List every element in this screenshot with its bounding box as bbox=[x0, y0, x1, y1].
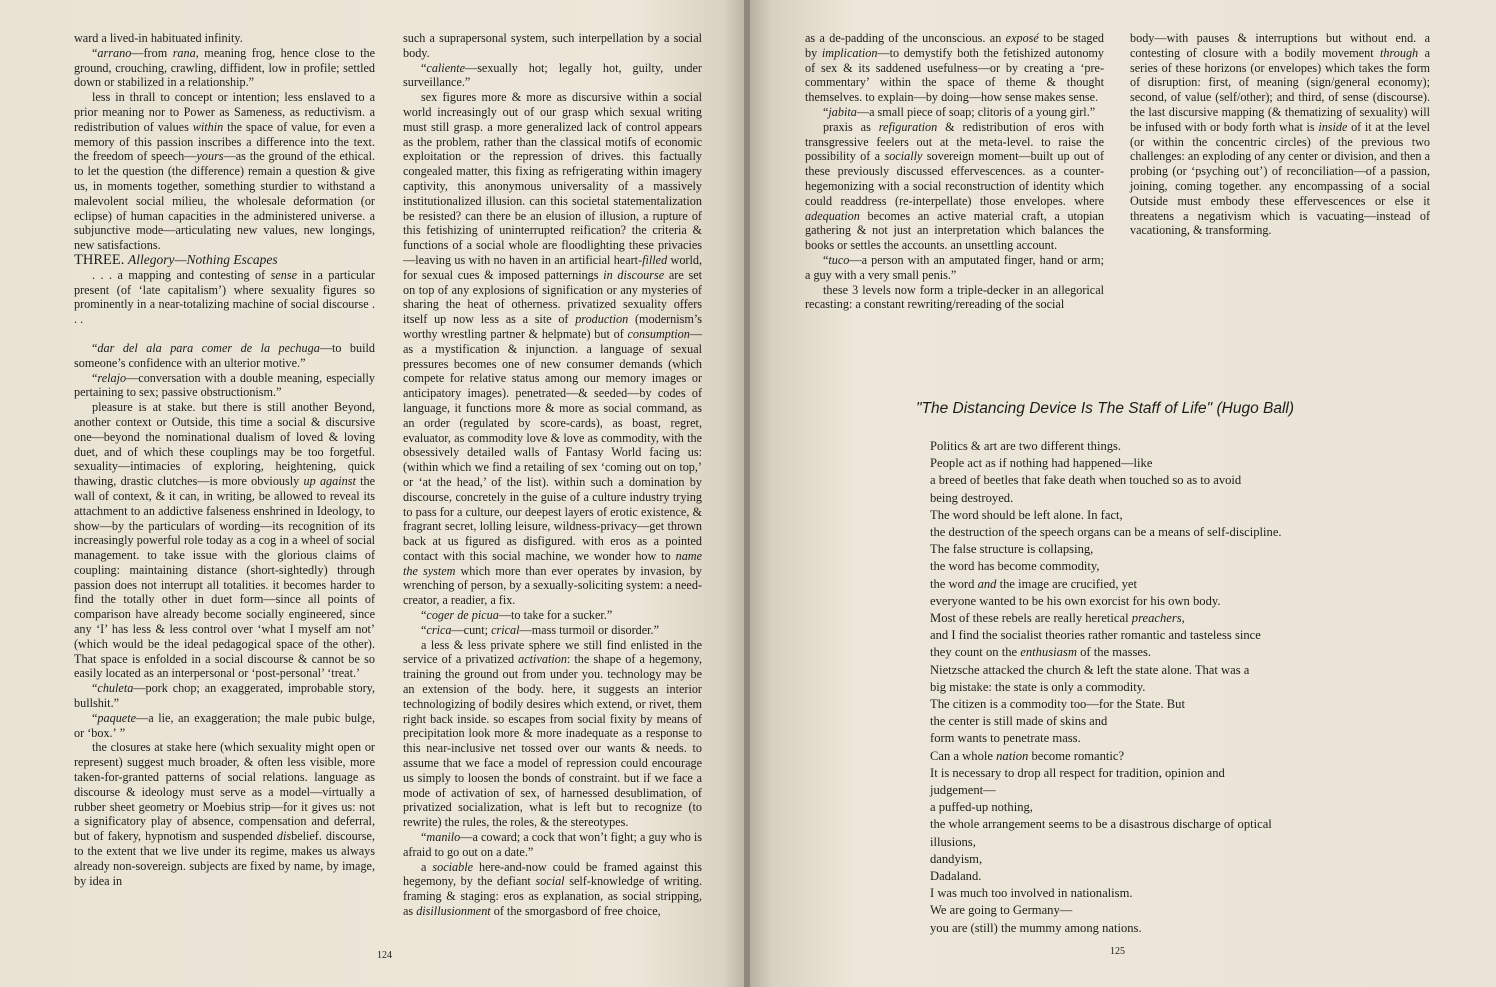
definition: “paquete—a lie, an exaggeration; the male pubic bulge, or ‘box.’ ” bbox=[74, 710, 375, 740]
poem-line: Most of these rebels are really heretical preachers, bbox=[930, 611, 1185, 626]
poem-title: "The Distancing Device Is The Staff of Life" (Hugo Ball) bbox=[916, 400, 1295, 417]
poem-line: form wants to penetrate mass. bbox=[930, 731, 1081, 746]
definition: “chuleta—pork chop; an exaggerated, improbable story, bullshit.” bbox=[74, 681, 375, 711]
poem-line: I was much too involved in nationalism. bbox=[930, 886, 1133, 901]
poem-line: being destroyed. bbox=[930, 490, 1014, 505]
poem-line: Nietzsche attacked the church & left the state alone. That was a bbox=[930, 662, 1250, 677]
paragraph: praxis as refiguration & redistribution of eros with transgressive feelers out at the meta-level. to raise the possibility of a socially sovereign moment—built up out of these previously discussed effervescences. as a counter-hegemonizing with a social reconstruction of identity which could readdress (re-interpellate) those envelopes. where adequation becomes an active material craft, a utopian gathering & not just an interpretation which balances the books or settles the accounts. an unsettling account. bbox=[805, 119, 1105, 253]
definition: “manilo—a coward; a cock that won’t fight; a guy who is afraid to go out on a date.” bbox=[403, 830, 702, 859]
paragraph: these 3 levels now form a triple-decker in an allegorical recasting: a constant rewriting/rereading of the social bbox=[805, 282, 1104, 312]
poem-line: The word should be left alone. In fact, bbox=[930, 507, 1123, 522]
right-page-column-2 bbox=[1130, 31, 1430, 238]
paragraph: . . . a mapping and contesting of sense in a particular present (of ‘late capitalism’) where sexuality figures so prominently in a near-totalizing machine of social discourse . . . bbox=[74, 267, 375, 327]
paragraph: a less & less private sphere we still find enlisted in the service of a privatized activation: the shape of a hegemony, training the ground out from under you. technology may be an extension of the body. here, it suggests an interior technologizing of bodily desires which extend, or rivet, them right back inside. so escapes from social fixity by means of precipitation look more & more inadequate as a response to this near-inclusive net tossed over our wants & needs. to assume that we face a model of repression could encourage us simply to loosen the bonds of constraint. but if we face a mode of activation of sex, of harnessed desublimation, of privatized socialization, what is left but to recognize (to rewrite) the rules, the roles, & the stereotypes. bbox=[403, 637, 702, 830]
left-page-column-2 bbox=[403, 31, 702, 919]
definition: “crica—cunt; crical—mass turmoil or disorder.” bbox=[421, 622, 659, 637]
paragraph: as a de-padding of the unconscious. an exposé to be staged by implication—to demystify both the fetishized autonomy of sex & its saddened usefulness—or by creating a ‘pre-commentary’ within the space of theme & thought themselves. to explain—by doing—how sense makes sense. bbox=[805, 31, 1105, 105]
poem-line: We are going to Germany— bbox=[930, 903, 1073, 918]
definition: “tuco—a person with an amputated finger, hand or arm; a guy with a very small penis.” bbox=[805, 252, 1104, 282]
right-page bbox=[750, 0, 1496, 987]
paragraph: pleasure is at stake. but there is still another Beyond, another context or Outside, this time a social & discursive one—beyond the nominational dualism of loved & loving duet, and of which these couplings may be too forgetful. sexuality—intimacies of exploring, heightening, quick thawing, drastic clutches—is more obviously up against the wall of context, & it can, in writing, be allowed to reveal its attachment to an addictive falseness enshrined in Ideology, to show—by the particulars of wording—its recognition of its increasingly powerful role today as a cog in a wheel of social management. to take issue with the glorious claims of coupling: maintaining distance (short-sightedly) through passion does not interrupt all totalities. it becomes harder to find the totally other in duet form—since all points of comparison have already become socially engineered, since any ‘I’ has less & less control over ‘what I myself am not’ (which would be the ideal pedagogical space of the other). That space is enfolded in a social discourse & cannot be so easily located as an interpersonal or ‘post-personal’ ‘treat.’ bbox=[74, 400, 375, 681]
definition: “jabita—a small piece of soap; clitoris of a young girl.” bbox=[823, 104, 1096, 119]
section-heading: THREE. Allegory—Nothing Escapes bbox=[74, 251, 278, 268]
poem-line: judgement— bbox=[930, 783, 996, 798]
poem-line: Can a whole nation become romantic? bbox=[930, 748, 1125, 763]
poem-line: illusions, bbox=[930, 834, 976, 849]
poem-line: you are (still) the mummy among nations. bbox=[930, 920, 1142, 935]
paragraph: ward a lived-in habituated infinity. bbox=[74, 31, 243, 45]
poem-line: the word and the image are crucified, yet bbox=[930, 576, 1138, 591]
poem-line: The citizen is a commodity too—for the State. But bbox=[930, 697, 1185, 712]
page-number: 125 bbox=[1110, 946, 1125, 957]
right-page-column-1 bbox=[805, 31, 1104, 312]
definition: “arrano—from rana, meaning frog, hence close to the ground, crouching, crawling, diffident, low in profile; settled down or stabilized in a relationship.” bbox=[74, 45, 375, 90]
paragraph: body—with pauses & interruptions but without end. a contesting of closure with a bodily movement through a series of these horizons (or envelopes) which takes the form of disruption: first, of meaning (sign/general economy); second, of value (self/other); and third, of sense (discourse). the last discursive mapping (& thematizing of sexuality) will be infused with or body forth what is inside of it at the level (or within the concentric circles) of the previous two challenges: an exploding of any center or division, and then a probing (or ‘psyching out’) of reconciliation—of a passion, joining, coming together. any encompassing of a social Outside must embody these effervescences or else it threatens a negativism which is vacuating—instead of vacationing, & transforming. bbox=[1130, 31, 1430, 238]
definition: “dar del ala para comer de la pechuga—to build someone’s confidence with an ulterior motive.” bbox=[74, 340, 375, 370]
poem-line: the word has become commodity, bbox=[930, 559, 1100, 574]
poem-line: People act as if nothing had happened—like bbox=[930, 456, 1153, 471]
poem-line: The false structure is collapsing, bbox=[930, 542, 1094, 557]
poem bbox=[930, 438, 1350, 937]
paragraph: less in thrall to concept or intention; less enslaved to a prior meaning nor to Power as Sameness, as reductivism. a redistribution of values within the space of value, for even a memory of this passion inscribes a difference into the text. the freedom of speech—yours—as the ground of the ethical. to let the question (the difference) remain a question & give us, in moments together, something sturdier to withstand a malevolent social milieu, the wholesale deformation (or eclipse) of human capacities in the administered universe. a subjunctive mode—articulating new values, new longings, new satisfactions. bbox=[74, 90, 375, 253]
poem-line: big mistake: the state is only a commodity. bbox=[930, 679, 1146, 694]
paragraph: a sociable here-and-now could be framed against this hegemony, by the defiant social self-knowledge of writing. framing & staging: eros as explanation, as social stripping, as disillusionment of the smorgasbord of free choice, bbox=[403, 859, 702, 919]
poem-line: a puffed-up nothing, bbox=[930, 800, 1033, 815]
definition: “caliente—sexually hot; legally hot, guilty, under surveillance.” bbox=[403, 60, 702, 90]
poem-line: everyone wanted to be his own exorcist for his own body. bbox=[930, 593, 1221, 608]
poem-line: the whole arrangement seems to be a disastrous discharge of optical bbox=[930, 817, 1272, 832]
paragraph: sex figures more & more as discursive within a social world increasingly out of our grasp which sexual writing must still grasp. a more generalized lack of control appears as the problem, rather than the classical motifs of economic exploitation or the repression of drives. this factually congealed matter, this fixing as refrigerating within imagery captivity, this anonymous universality of a massively institutionalized illusion. can this societal statementalization be resisted? can there be an elusion of illusion, a rupture of this fetishizing of uninterrupted reification? the criteria & functions of a social whole are floodlighting these privacies—leaving us with no haven in an artificial heart-filled world, for sexual cues & imposed patternings in discourse are set on top of any explosions of signification or any mysteries of sharing the heat of otherness. privatized sexuality offers itself up now less as a site of production (modernism’s worthy wrestling partner & helpmate) but of consumption—as a mystification & injunction. a language of sexual pressures becomes one of new consumer demands (which compete for relative status among our memory images or anticipatory images). penetrated—& seeded—by codes of language, it functions more & more as social command, as an order (regulated by score-cards), as boast, regret, evaluator, as commodity love & love as commodity, with the obsessively detailed walls of Fantasy World facing us: (within which we find a retailing of sex ‘coming out on top,’ or ‘at the head,’ of the list). within such a domination by discourse, concretely in the guise of a culture industry trying to pass for a culture, our deepest layers of erotic existence, & fragrant secret, lolling leisure, wildness-privacy—get thrown back at us figured as disfigured. with eros as a pointed contact with this social machine, we wonder how to name the system which more than ever operates by invasion, by wrenching of person, by a sexually-soliciting system: a need-creator, a readier, a fix. bbox=[403, 90, 703, 608]
definition: “relajo—conversation with a double meaning, especially pertaining to sex; passive obstructionism.” bbox=[74, 370, 375, 400]
poem-line: dandyism, bbox=[930, 851, 983, 866]
poem-line: they count on the enthusiasm of the masses. bbox=[930, 645, 1152, 660]
paragraph: such a suprapersonal system, such interpellation by a social body. bbox=[403, 31, 702, 60]
poem-line: Politics & art are two different things. bbox=[930, 439, 1122, 453]
left-page bbox=[0, 0, 746, 987]
paragraph: the closures at stake here (which sexuality might open or represent) suggest much broader, & often less visible, more taken-for-granted patterns of social relations. language as discourse & ideology must serve as a model—virtually a rubber sheet geometry or Moebius strip—for it gives us: not a significatory play of absence, compensation and deferral, but of fakery, hypnotism and suspended disbelief. discourse, to the extent that we live under its regime, makes us always already non-sovereign. subjects are fixed by name, by image, by idea in bbox=[74, 740, 375, 888]
left-page-column-1 bbox=[74, 31, 375, 888]
poem-line: the center is still made of skins and bbox=[930, 714, 1108, 729]
poem-line: and I find the socialist theories rather romantic and tasteless since bbox=[930, 628, 1261, 643]
definition: “coger de picua—to take for a sucker.” bbox=[421, 608, 613, 623]
poem-line: Dadaland. bbox=[930, 869, 982, 884]
poem-line: a breed of beetles that fake death when touched so as to avoid bbox=[930, 473, 1242, 488]
page-number: 124 bbox=[377, 950, 392, 961]
poem-line: the destruction of the speech organs can be a means of self-discipline. bbox=[930, 525, 1282, 540]
poem-line: It is necessary to drop all respect for tradition, opinion and bbox=[930, 765, 1225, 780]
